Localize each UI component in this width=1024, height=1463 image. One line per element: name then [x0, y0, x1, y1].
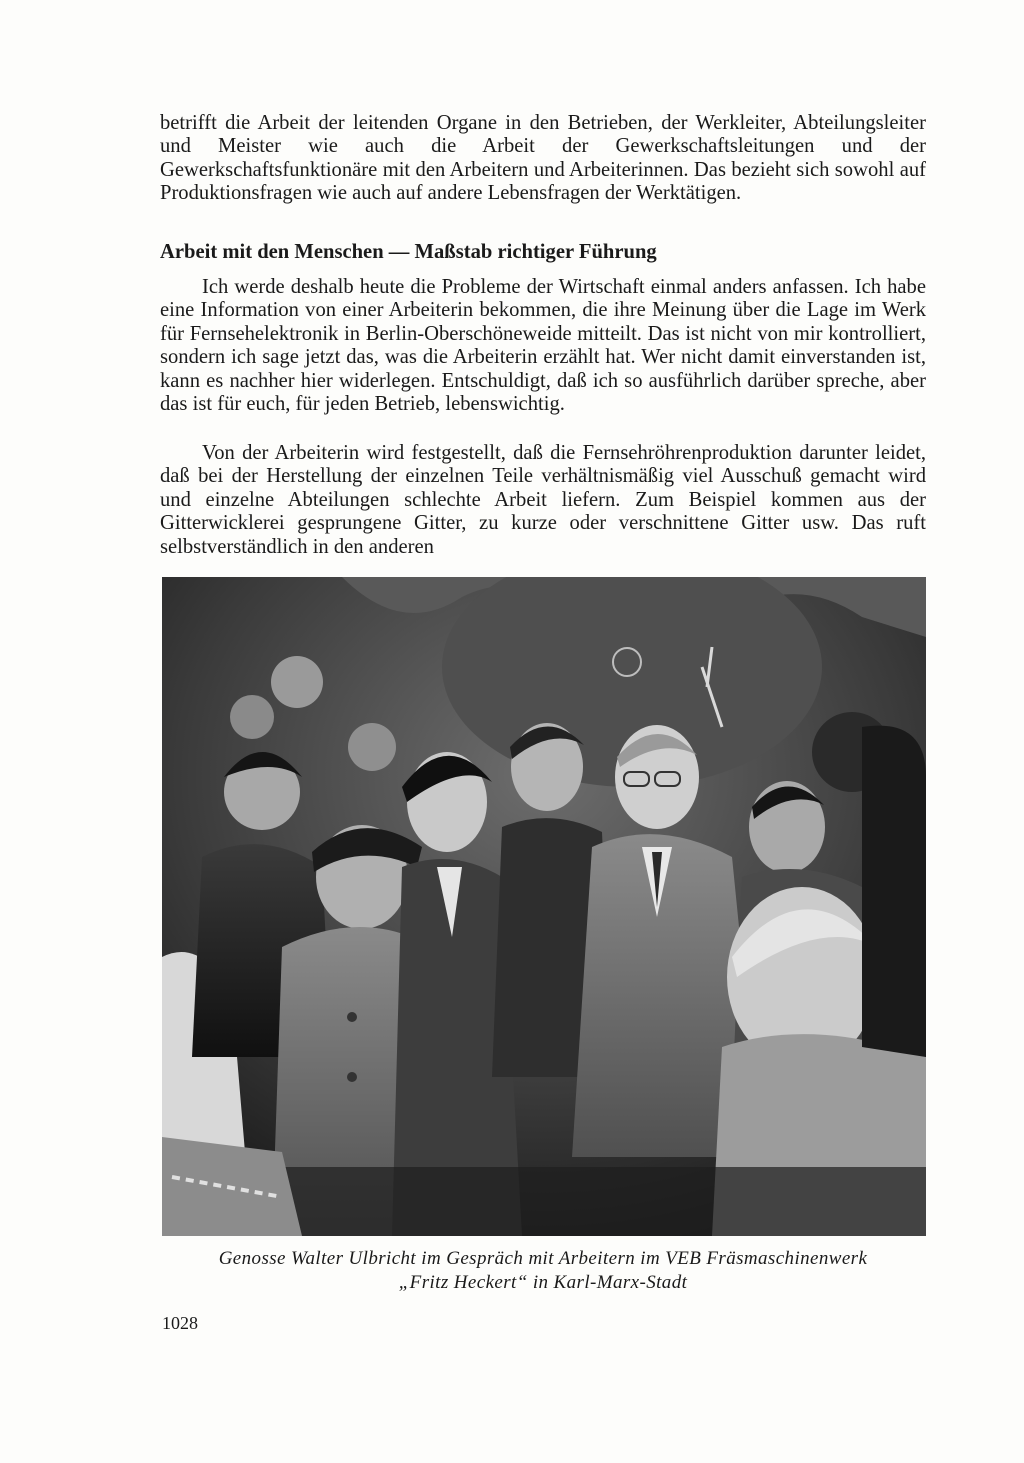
section-heading: Arbeit mit den Menschen — Maßstab richtiger Führung [160, 241, 657, 263]
paragraph-continued: betrifft die Arbeit der leitenden Organe in den Betrieben, der Werkleiter, Abteilungsleiter und Meister wie auch die Arbeit der Gewerkschaftsleitungen und der Gewerkschaftsfunktionäre mit den Arbeitern und Arbeiterinnen. Das bezieht sich sowohl auf Produktionsfragen wie auch auf andere Lebensfragen der Werktätigen. [160, 112, 926, 205]
photograph-workers-group [162, 577, 926, 1236]
photo-caption-line-1: Genosse Walter Ulbricht im Gespräch mit Arbeitern im VEB Fräsmaschinenwerk [218, 1248, 868, 1269]
page-number: 1028 [162, 1313, 198, 1333]
photograph-illustration [162, 577, 926, 1236]
paragraph-1: Ich werde deshalb heute die Probleme der Wirtschaft einmal anders anfassen. Ich habe eine Information von einer Arbeiterin bekommen, die ihre Meinung über die Lage im Werk für Fernsehelektronik in Berlin-Oberschöneweide mitteilt. Das ist nicht von mir kontrolliert, sondern ich sage jetzt das, was die Arbeiterin erzählt hat. Wer nicht damit einverstanden ist, kann es nachher hier widerlegen. Entschuldigt, daß ich so ausführlich darüber spreche, aber das ist für euch, für jeden Betrieb, lebenswichtig. [160, 276, 926, 416]
photo-caption [160, 1247, 926, 1295]
photo-caption-line-2: „Fritz Heckert“ in Karl-Marx-Stadt [398, 1272, 688, 1293]
paragraph-2: Von der Arbeiterin wird festgestellt, daß die Fernsehröhrenproduktion darunter leidet, daß bei der Herstellung der einzelnen Teile verhältnismäßig viel Ausschuß gemacht wird und einzelne Abteilungen schlechte Arbeit liefern. Zum Beispiel kommen aus der Gitterwicklerei gesprungene Gitter, zu kurze oder verschnittene Gitter usw. Das ruft selbstverständlich in den anderen [160, 442, 926, 558]
